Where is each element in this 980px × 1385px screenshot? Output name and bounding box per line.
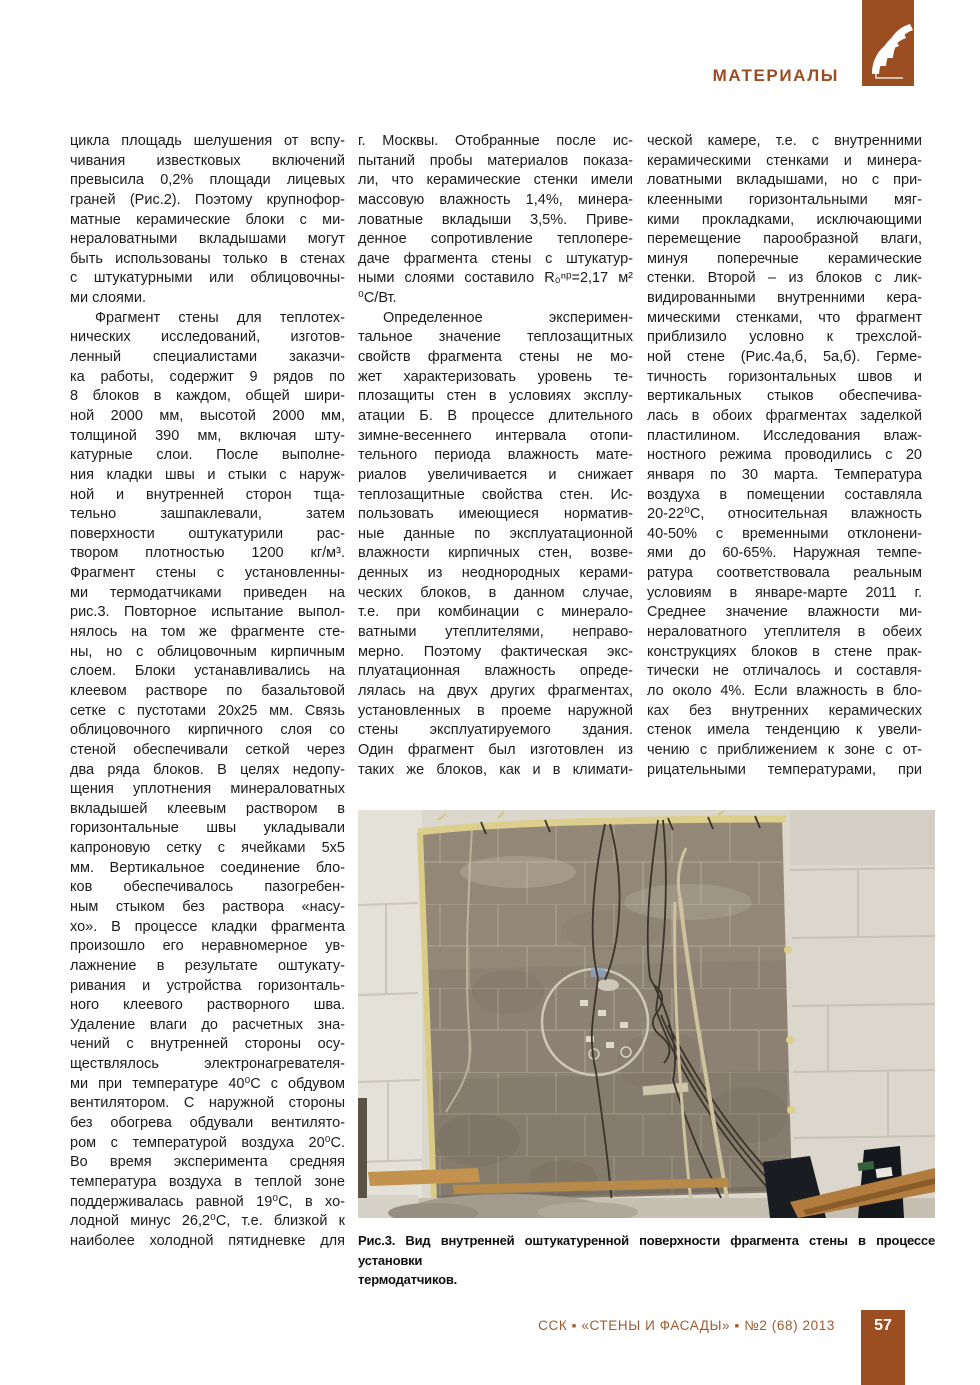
page-number: 57 [874,1317,892,1334]
text-line: чивания известковых включений [70,152,345,169]
text-line: температура воздуха в теплой зоне [70,1173,345,1190]
text-line: ями до 60-65%. Наружная темпе- [647,545,922,562]
text-line: ным стыком без раствора «насу- [70,898,345,915]
text-line: ром с температурой воздуха 20⁰С. [70,1134,345,1151]
text-line: горизонтальные швы укладывали [70,820,345,837]
logo-swoosh-icon [862,0,914,86]
text-line: перемещение парообразной влаги, [647,231,922,248]
text-line: пластилином. Исследования влаж- [647,427,922,444]
text-line: ными слоями составило R₀ⁿᵖ=2,17 м² [358,270,633,287]
text-line: лась в обоих фрагментах заделкой [647,407,922,424]
text-line: тичность горизонтальных швов и [647,368,922,385]
text-line: с штукатурными или облицовочны- [70,270,345,287]
figure-photo [358,810,935,1218]
text-line: 8 блоков в каждом, общей шири- [70,388,345,405]
text-line: мм. Вертикальное соединение бло- [70,859,345,876]
text-line: ли, что керамические стенки имели [358,172,633,189]
text-line: ния кладки швы и стыки с наруж- [70,466,345,483]
text-line: клеевом растворе по базальтовой [70,682,345,699]
text-line: установленных в проеме наружной [358,702,633,719]
text-line: ной и внутренней сторон тща- [70,486,345,503]
text-line: лажнение в результате оштукату- [70,957,345,974]
text-line: твором плотностью 1200 кг/м³. [70,545,345,562]
text-line: ческих блоков, в данном случае, [358,584,633,601]
wall-photo-illustration [358,810,935,1218]
text-line: ватными утеплителями, неправо- [358,624,633,641]
text-column-1 [70,132,345,1252]
text-line: лялась на двух других фрагментах, [358,682,633,699]
text-line: капроновую сетку с ячейками 5х5 [70,840,345,857]
text-line: даче фрагмента стены с штукатур- [358,250,633,267]
text-line: быть использованы только в стенах [70,250,345,267]
journal-footer: ССК ▪ «СТЕНЫ И ФАСАДЫ» ▪ №2 (68) 2013 [538,1318,835,1333]
text-line: ловатными вкладышами, но с при- [647,172,922,189]
text-line: толщиной 390 мм, включая шту- [70,427,345,444]
text-line: ми при температуре 40⁰С с обдувом [70,1075,345,1092]
text-line: нераловатного утеплителя в обеих [647,624,922,641]
text-line: конструкциях блоков в стене прак- [647,643,922,660]
text-line: чений с внутренней стороны осу- [70,1036,345,1053]
text-line: ловатные вкладыши 3,5%. Приве- [358,211,633,228]
text-line: тельно зашпаклевали, затем [70,506,345,523]
figure-caption [358,1231,935,1290]
publisher-logo [862,0,914,86]
page-number-box [861,1310,905,1385]
text-line: 40-50% с временными отклонени- [647,525,922,542]
text-column-3 [647,132,922,780]
text-line: ной стене (Рис.4а,б, 5а,б). Герме- [647,349,922,366]
text-line: видированными внутренними кера- [647,290,922,307]
text-line: произошло его неравномерное ув- [70,938,345,955]
text-line: матные керамические блоки с ми- [70,211,345,228]
text-line: чению с приближением к зоне с от- [647,741,922,758]
text-line: ного клеевого растворного шва. [70,997,345,1014]
text-line: два ряда блоков. В целях недопу- [70,761,345,778]
text-line: воздуха в помещении составляла [647,486,922,503]
text-line: пользовать имеющиеся норматив- [358,506,633,523]
text-line: пытаний пробы материалов показа- [358,152,633,169]
text-line: тальное значение теплозащитных [358,329,633,346]
text-line: ло около 4%. Если влажность в бло- [647,682,922,699]
text-column-2 [358,132,633,780]
text-line: плуатационная влажность опреде- [358,663,633,680]
text-line: свойств фрагмента стены не мо- [358,349,633,366]
text-line: приблизило условно к трехслой- [647,329,922,346]
section-label: МАТЕРИАЛЫ [712,66,839,85]
text-line: ратура соответствовала реальным [647,565,922,582]
text-line: теплозащитные свойства стен. Ис- [358,486,633,503]
text-line: 20-22⁰С, относительная влажность [647,506,922,523]
text-line: т.е. при комбинации с минерало- [358,604,633,621]
text-line: плозащиты стен в условиях эксплу- [358,388,633,405]
text-line: облицовочного кирпичного слоя со [70,722,345,739]
text-line: ках без внутренних керамических [647,702,922,719]
text-line: Удаление влаги до расчетных зна- [70,1016,345,1033]
text-line: хо». В процессе кладки фрагмента [70,918,345,935]
text-line: ленный специалистами заказчи- [70,349,345,366]
text-line: тельного периода влажность мате- [358,447,633,464]
text-line: рис.3. Повторное испытание выпол- [70,604,345,621]
text-line: вертикальных стыков обеспечива- [647,388,922,405]
text-line: ные данные по эксплуатационной [358,525,633,542]
text-line: вентилятором. С наружной стороны [70,1095,345,1112]
text-line: стены эксплуатируемого здания. [358,722,633,739]
text-line: поддерживалась равной 19⁰С, в хо- [70,1193,345,1210]
text-line: лодной минус 26,2⁰С, т.е. близкой к [70,1213,345,1230]
text-line: жет характеризовать уровень те- [358,368,633,385]
text-line: ⁰С/Вт. [358,290,397,307]
text-line: нялось на том же фрагменте сте- [70,624,345,641]
text-line: катурные слои. После выполне- [70,447,345,464]
text-line: ми термодатчиками приведен на [70,584,345,601]
text-line: стенок имела тенденцию к увели- [647,722,922,739]
text-line: поверхности оштукатурили рас- [70,525,345,542]
text-line: нических исследований, изготов- [70,329,345,346]
text-line: щения уплотнения минераловатных [70,781,345,798]
text-line: наиболее холодной пятидневке для [70,1232,345,1249]
text-line: керамическими стенками и минера- [647,152,922,169]
text-line: превысила 0,2% площади лицевых [70,172,345,189]
text-line: атации Б. В процессе длительного [358,407,633,424]
text-line: стенки. Второй – из блоков с лик- [647,270,922,287]
text-line: Фрагмент стены с установленны- [70,565,345,582]
text-line: сетке с пустотами 20х25 мм. Связь [70,702,345,719]
text-line: ностного режима проводились с 20 [647,447,922,464]
text-line: таких же блоков, как и в климати- [358,761,633,778]
text-line: Определенное эксперимен- [383,309,633,326]
text-line: января по 30 марта. Температура [647,466,922,483]
text-line: денных из неоднородных керами- [358,565,633,582]
text-line: кими прокладками, исключающими [647,211,922,228]
text-line: граней (Рис.2). Поэтому крупнофор- [70,191,345,208]
text-line: вкладышей клеевым раствором в [70,800,345,817]
text-line: массовую влажность 1,4%, минера- [358,191,633,208]
text-line: без обогрева обдували вентилято- [70,1115,345,1132]
text-line: ческой камере, т.е. с внутренними [647,133,922,149]
text-line: зимне-весеннего интервала отопи- [358,427,633,444]
text-line: Среднее значение влажности ми- [647,604,922,621]
text-line: г. Москвы. Отобранные после ис- [358,133,633,149]
text-line: минуя поперечные керамические [647,250,922,267]
text-line: влажности кирпичных стен, возве- [358,545,633,562]
text-line: ществлялось электронагревателя- [70,1056,345,1073]
caption-line: Рис.3. Вид внутренней оштукатуренной поверхности фрагмента стены в процессе установки [358,1233,935,1268]
text-line: ной 2000 мм, высотой 2000 мм, [70,407,345,424]
text-line: рицательными температурами, при [647,761,922,778]
text-line: цикла площадь шелушения от вспу- [70,133,345,149]
text-line: Фрагмент стены для теплотех- [95,309,345,326]
caption-line: термодатчиков. [358,1272,458,1287]
text-line: нераловатными вкладышами могут [70,231,345,248]
text-line: ми слоями. [70,290,146,307]
text-line: Во время эксперимента средняя [70,1154,345,1171]
text-line: ривания и устройства горизонталь- [70,977,345,994]
text-line: мерно. Поэтому фактическая экс- [358,643,633,660]
text-line: ка работы, содержит 9 рядов по [70,368,345,385]
text-line: денное сопротивление теплопере- [358,231,633,248]
text-line: условиям в январе-марте 2011 г. [647,584,922,601]
text-line: мическими стенками, что фрагмент [647,309,922,326]
text-line: стеной обеспечивали сеткой через [70,741,345,758]
text-line: ны, но с облицовочным кирпичным [70,643,345,660]
text-line: клеенными горизонтальными мяг- [647,191,922,208]
text-line: Один фрагмент был изготовлен из [358,741,633,758]
text-line: тически не отличалось и составля- [647,663,922,680]
text-line: риалов увеличивается и снижает [358,466,633,483]
text-line: ков обеспечивалось пазогребен- [70,879,345,896]
text-line: слоем. Блоки устанавливались на [70,663,345,680]
